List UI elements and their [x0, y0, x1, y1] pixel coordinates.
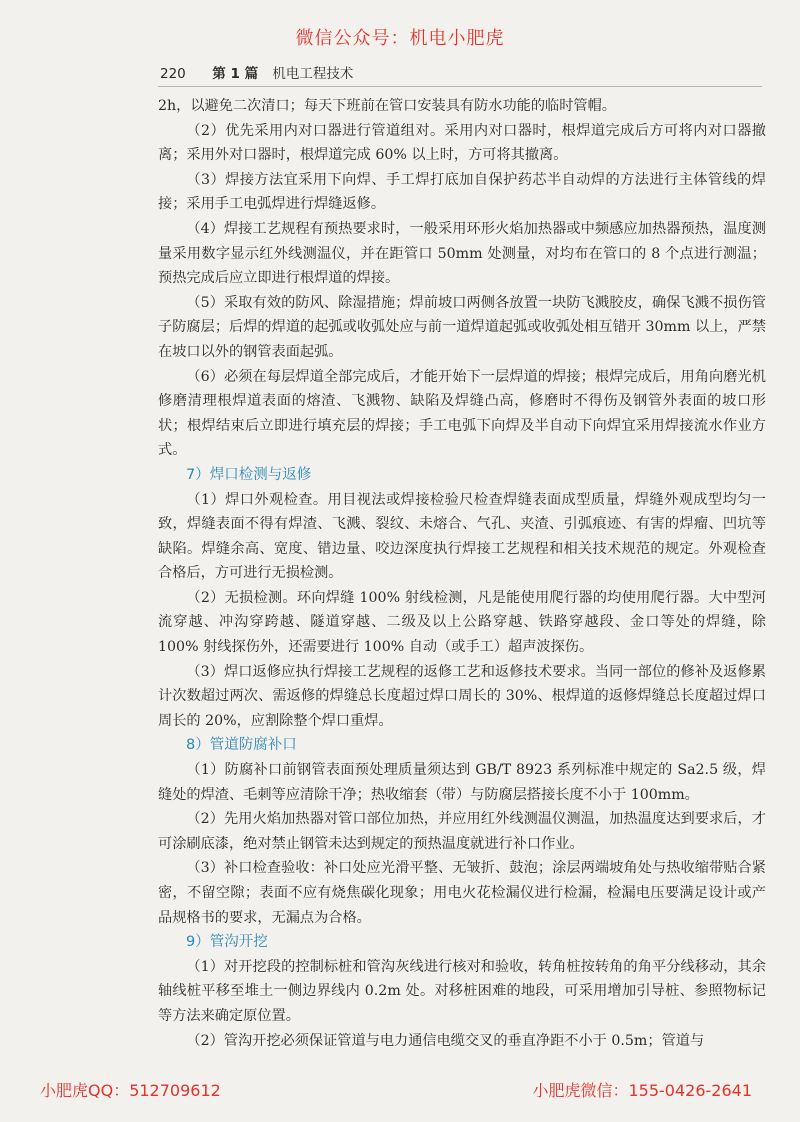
paragraph: （1）防腐补口前钢管表面预处理质量须达到 GB/T 8923 系列标准中规定的 Sa2.5 级，焊缝处的焊渣、毛刺等应清除干净；热收缩套（带）与防腐层搭接长度不小于 100mm。: [158, 762, 766, 803]
paragraph: （3）焊接方法宜采用下向焊、手工焊打底加自保护药芯半自动焊的方法进行主体管线的焊接；采用手工电弧焊进行焊缝返修。: [158, 171, 766, 213]
watermark-top: 微信公众号：机电小肥虎: [295, 28, 505, 49]
paragraph: 2h，以避免二次清口；每天下班前在管口安装具有防水功能的临时管帽。: [158, 98, 616, 114]
section-heading: 8）管道防腐补口: [186, 737, 297, 754]
paragraph: （1）焊口外观检查。用目视法或焊接检验尺检查焊缝表面成型质量，焊缝外观成型均匀一致，焊缝表面不得有焊渣、飞溅、裂纹、未熔合、气孔、夹渣、引弧痕迹、有害的焊瘤、凹坑等缺陷。焊缝余高、宽度、错边量、咬边深度执行焊接工艺规程和相关技术规范的规定。外观检查合格后，方可进行无损检测。: [158, 491, 766, 582]
paragraph: （4）焊接工艺规程有预热要求时，一般采用环形火焰加热器或中频感应加热器预热，温度测量采用数字显示红外线测温仪，并在距管口 50mm 处测量，对均布在管口的 8 个点进行测温；预热完成后应立即进行根焊道的焊接。: [158, 220, 766, 287]
paragraph: （3）焊口返修应执行焊接工艺规程的返修工艺和返修技术要求。当同一部位的修补及返修累计次数超过两次、需返修的焊缝总长度超过焊口周长的 30%、根焊道的返修焊缝总长度超过焊口周长的 20%，应割除整个焊口重焊。: [158, 663, 766, 729]
paragraph: （2）无损检测。环向焊缝 100% 射线检测，凡是能使用爬行器的均使用爬行器。大中型河流穿越、冲沟穿跨越、隧道穿越、二级及以上公路穿越、铁路穿越段、金口等处的焊缝，除 100% 射线探伤外，还需要进行 100% 自动（或手工）超声波探伤。: [158, 589, 766, 656]
running-header: [160, 62, 760, 88]
paragraph: （5）采取有效的防风、除湿措施；焊前坡口两侧各放置一块防飞溅胶皮，确保飞溅不损伤管子防腐层；后焊的焊道的起弧或收弧处应与前一道焊道起弧或收弧处相互错开 30mm 以上，严禁在坡口以外的钢管表面起弧。: [158, 294, 766, 360]
chapter-title: 机电工程技术: [272, 66, 354, 82]
footer-wechat: 小肥虎微信：155-0426-2641: [532, 1081, 752, 1100]
footer-qq: 小肥虎QQ：512709612: [40, 1081, 221, 1100]
paragraph: （2）先用火焰加热器对管口部位加热，并应用红外线测温仪测温，加热温度达到要求后，才可涂刷底漆，绝对禁止钢管未达到规定的预热温度就进行补口作业。: [158, 811, 766, 852]
paragraph: （2）优先采用内对口器进行管道组对。采用内对口器时，根焊道完成后方可将内对口器撤离；采用外对口器时，根焊道完成 60% 以上时，方可将其撤离。: [158, 122, 766, 164]
part-label: 第 1 篇: [212, 66, 259, 82]
paragraph: （3）补口检查验收：补口处应光滑平整、无皱折、鼓泡；涂层两端坡角处与热收缩带贴合紧密，不留空隙；表面不应有烧焦碳化现象；用电火花检漏仪进行检漏，检漏电压要满足设计或产品规格书的要求，无漏点为合格。: [158, 860, 766, 926]
page-number: 220: [160, 66, 186, 82]
paragraph: （1）对开挖段的控制标桩和管沟灰线进行核对和验收，转角桩按转角的角平分线移动，其余轴线桩平移至堆土一侧边界线内 0.2m 处。对移桩困难的地段，可采用增加引导桩、参照物标记等方法来确定原位置。: [158, 958, 766, 1024]
header-rule: [158, 86, 762, 87]
paragraph: （2）管沟开挖必须保证管道与电力通信电缆交叉的垂直净距不小于 0.5m；管道与: [186, 1032, 705, 1049]
section-heading: 9）管沟开挖: [186, 934, 268, 951]
paragraph: （6）必须在每层焊道全部完成后，才能开始下一层焊道的焊接；根焊完成后，用角向磨光机修磨清理根焊道表面的熔渣、飞溅物、缺陷及焊缝凸高，修磨时不得伤及钢管外表面的坡口形状；根焊结束后立即进行填充层的焊接；手工电弧下向焊及半自动下向焊宜采用焊接流水作业方式。: [158, 368, 766, 459]
section-heading: 7）焊口检测与返修: [186, 466, 312, 483]
page-body: [158, 94, 766, 1053]
